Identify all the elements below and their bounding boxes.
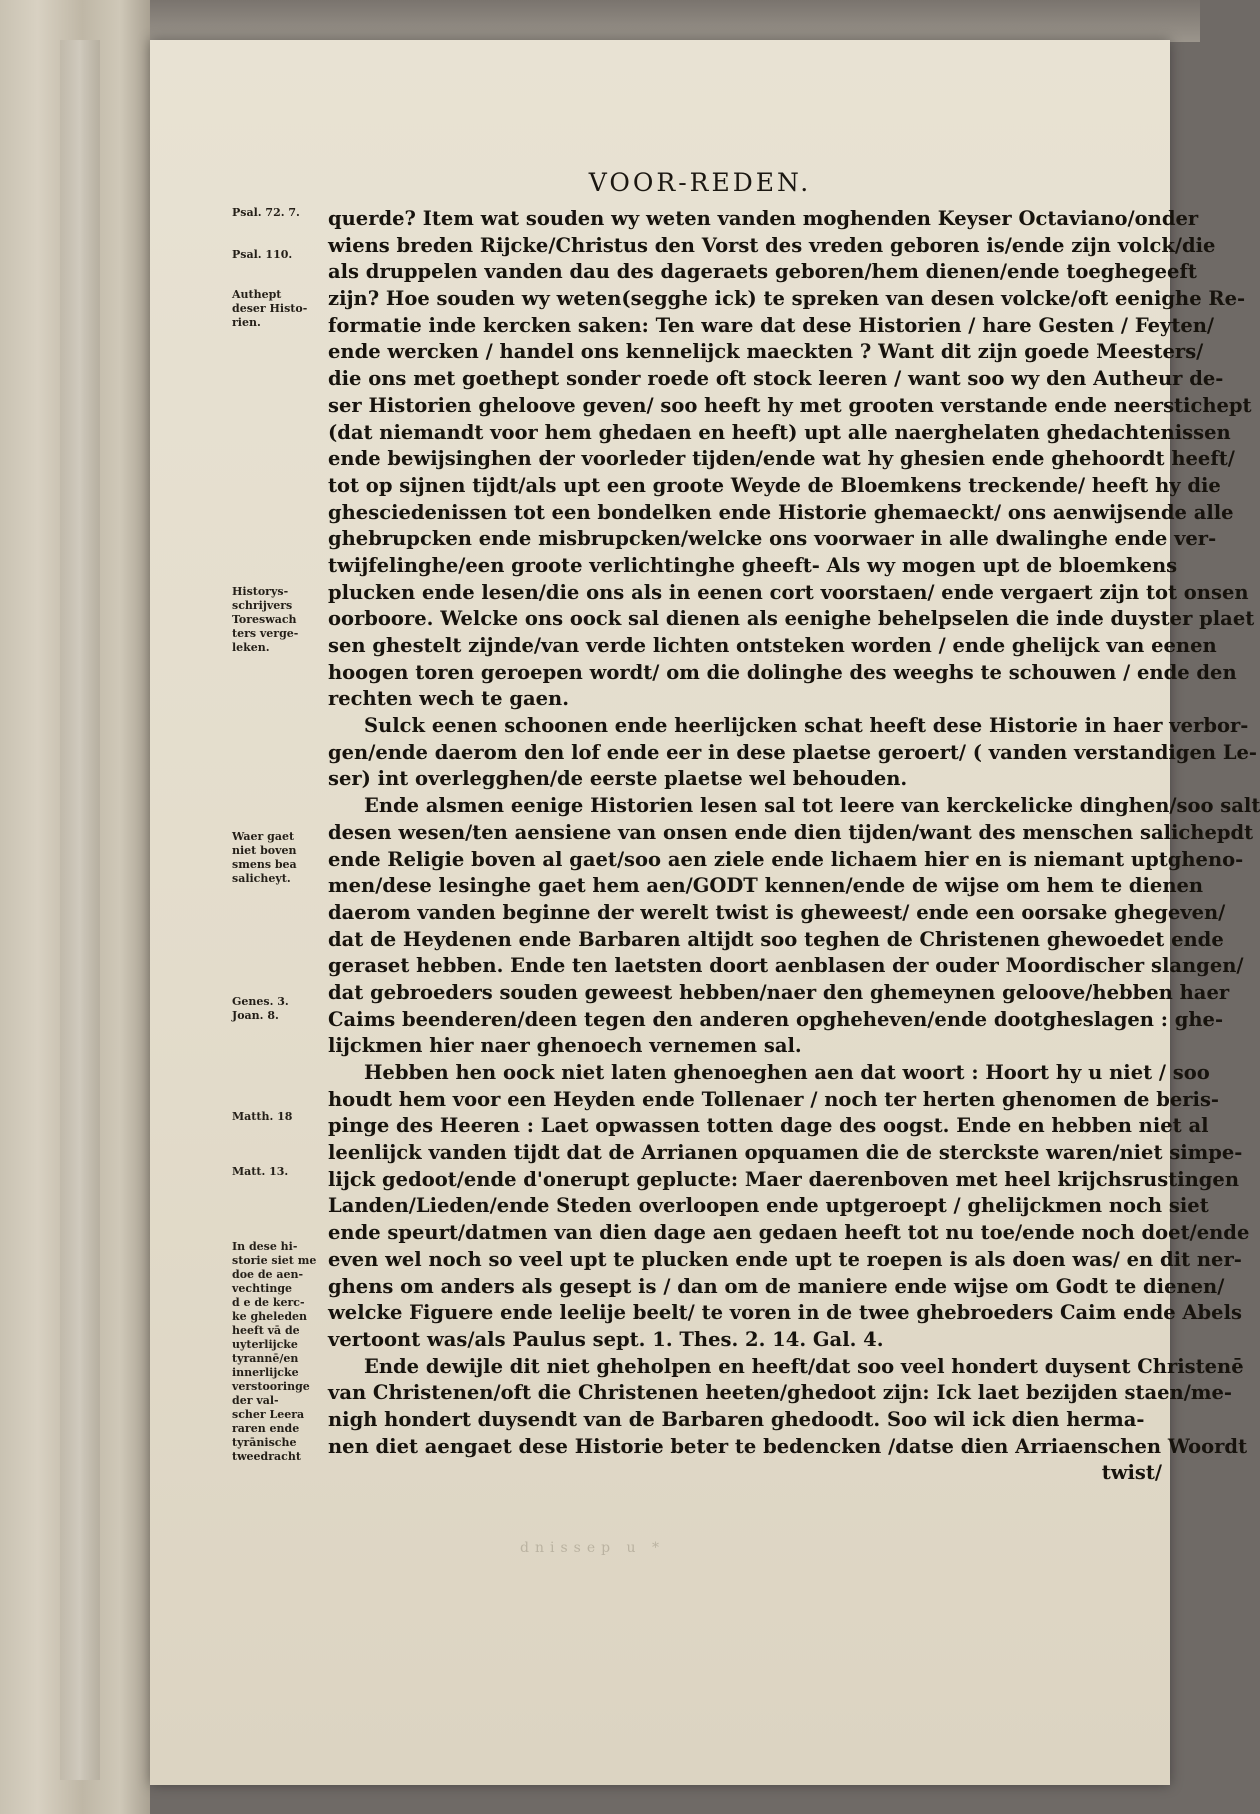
text-line: (dat niemandt voor hem ghedaen en heeft) upt alle naerghelaten ghedachtenissen — [328, 420, 1231, 444]
margin-note — [232, 830, 324, 886]
margin-note-line: In dese hi- — [232, 1240, 298, 1253]
text-line: ghebrupcken ende misbrupcken/welcke ons voorwaer in alle dwalinghe ende ver- — [328, 527, 1217, 551]
text-line: querde? Item wat souden wy weten vanden moghenden Keyser Octaviano/onder — [328, 207, 1199, 230]
text-line: welcke Figuere ende leelije beelt/ te voren in de twee ghebroeders Caim ende Abels — [328, 1301, 1242, 1325]
text-line: ende speurt/datmen van dien dage aen gedaen heeft tot nu toe/ende noch doet/ende — [328, 1221, 1250, 1245]
binding-edge — [60, 40, 100, 1780]
margin-note-line: Matth. 18 — [232, 1110, 293, 1123]
margin-note-line: Historys- — [232, 585, 289, 598]
text-line: twist/ — [1101, 1461, 1162, 1485]
margin-note-line: tyrannē/en — [232, 1352, 299, 1365]
margin-note-line: Genes. 3. — [232, 995, 289, 1008]
text-line: wiens breden Rijcke/Christus den Vorst des vreden geboren is/ende zijn volck/die — [328, 233, 1216, 257]
text-line: even wel noch so veel upt te plucken ende upt te roepen is als doen was/ en dit ner- — [328, 1247, 1242, 1271]
margin-note — [232, 1110, 324, 1124]
margin-note-line: scher Leera — [232, 1408, 305, 1421]
margin-note — [232, 1165, 324, 1179]
margin-note-line: smens bea — [232, 858, 297, 871]
margin-note-line: schrijvers — [232, 599, 293, 612]
margin-note-line: salicheyt. — [232, 872, 291, 885]
margin-note-line: storie siet me — [232, 1254, 317, 1267]
text-line: daerom vanden beginne der werelt twist is gheweest/ ende een oorsake ghegeven/ — [328, 900, 1226, 924]
margin-note-line: Toreswach — [232, 613, 297, 626]
margin-note-line: tyrānische — [232, 1436, 297, 1449]
text-line: als druppelen vanden dau des dageraets geboren/hem dienen/ende toeghegeeft — [328, 260, 1197, 284]
text-line: ghens om anders als gesept is / dan om de maniere ende wijse om Godt te dienen/ — [328, 1274, 1225, 1298]
scan-top-background — [150, 0, 1200, 42]
margin-note-line: ters verge- — [232, 627, 299, 640]
margin-note-line: Joan. 8. — [232, 1009, 279, 1022]
text-line: geraset hebben. Ende ten laetsten doort aenblasen der ouder Moordischer slangen/ — [328, 954, 1244, 978]
text-line: Hebben hen oock niet laten ghenoeghen aen dat woort : Hoort hy u niet / soo — [364, 1061, 1210, 1084]
text-line: men/dese lesinghe gaet hem aen/GODT kennen/ende de wijse om hem te dienen — [328, 874, 1204, 898]
margin-note — [232, 288, 324, 330]
margin-note-line: uyterlijcke — [232, 1338, 298, 1351]
text-line: hoogen toren geroepen wordt/ om die dolinghe des weeghs te schouwen / ende den — [328, 660, 1237, 684]
margin-note-line: ke gheleden — [232, 1310, 308, 1323]
text-line: ende Religie boven al gaet/soo aen ziele ende lichaem hier en is niemant uptgheno- — [328, 847, 1244, 871]
text-line: ende bewijsinghen der voorleder tijden/ende wat hy ghesien ende ghehoordt heeft/ — [328, 447, 1235, 471]
text-line: desen wesen/ten aensiene van onsen ende dien tijden/want des menschen salichepdt — [328, 820, 1254, 844]
margin-note-line: heeft vā de — [232, 1324, 300, 1337]
text-line: plucken ende lesen/die ons als in eenen cort voorstaen/ ende vergaert zijn tot onsen — [328, 580, 1249, 604]
margin-note — [232, 1240, 324, 1464]
margin-note-line: deser Histo- — [232, 302, 308, 315]
margin-note-line: der val- — [232, 1394, 279, 1407]
text-line: lijckmen hier naer ghenoech vernemen sal. — [328, 1034, 802, 1058]
margin-note — [232, 206, 324, 220]
text-line: die ons met goethept sonder roede oft stock leeren / want soo wy den Autheur de- — [328, 367, 1224, 391]
text-line: nen diet aengaet dese Historie beter te bedencken /datse dien Arriaenschen Woordt — [328, 1434, 1248, 1458]
margin-note — [232, 995, 324, 1023]
text-line: dat gebroeders souden geweest hebben/naer den ghemeynen geloove/hebben haer — [328, 980, 1230, 1004]
text-line: ghesciedenissen tot een bondelken ende Historie ghemaeckt/ ons aenwijsende alle — [328, 500, 1234, 524]
bleed-through-text: dnissep u * — [520, 1540, 665, 1556]
text-line: ende wercken / handel ons kennelijck maeckten ? Want dit zijn goede Meesters/ — [328, 340, 1204, 364]
text-line: leenlijck vanden tijdt dat de Arrianen opquamen die de sterckste waren/niet simpe- — [328, 1141, 1243, 1165]
text-line: dat de Heydenen ende Barbaren altijdt soo teghen de Christenen ghewoedet ende — [328, 927, 1224, 951]
margin-note-line: tweedracht — [232, 1450, 301, 1463]
text-line: pinge des Heeren : Laet opwassen totten dage des oogst. Ende en hebben niet al — [328, 1114, 1209, 1138]
text-line: lijck gedoot/ende d'onerupt geplucte: Maer daerenboven met heel krijchsrustingen — [328, 1167, 1239, 1191]
running-head: VOOR-REDEN. — [588, 168, 812, 197]
text-line: twijfelinghe/een groote verlichtinghe gheeft- Als wy mogen upt de bloemkens — [328, 553, 1178, 577]
margin-note — [232, 585, 324, 655]
text-line: vertoont was/als Paulus sept. 1. Thes. 2. 14. Gal. 4. — [328, 1327, 884, 1351]
book-binding — [0, 0, 150, 1814]
margin-note — [232, 248, 324, 262]
text-line: nigh hondert duysendt van de Barbaren ghedoodt. Soo wil ick dien herma- — [328, 1407, 1145, 1431]
margin-note-line: Psal. 110. — [232, 248, 293, 261]
margin-note-line: innerlijcke — [232, 1366, 299, 1379]
margin-note-line: Psal. 72. 7. — [232, 206, 300, 219]
body-text-block — [328, 206, 1260, 1487]
margin-note-line: Authept — [232, 288, 282, 301]
text-line: rechten wech te gaen. — [328, 687, 569, 711]
text-line: sen ghestelt zijnde/van verde lichten ontsteken worden / ende ghelijck van eenen — [328, 634, 1217, 657]
margin-note-line: d e de kerc- — [232, 1296, 305, 1309]
margin-note-line: raren ende — [232, 1422, 300, 1435]
text-line: tot op sijnen tijdt/als upt een groote Weyde de Bloemkens treckende/ heeft hy die — [328, 473, 1221, 497]
text-line: Ende dewijle dit niet gheholpen en heeft/dat soo veel hondert duysent Christenē — [364, 1354, 1244, 1378]
text-line: gen/ende daerom den lof ende eer in dese plaetse geroert/ ( vanden verstandigen Le- — [328, 740, 1258, 764]
text-line: oorboore. Welcke ons oock sal dienen als eenighe behelpselen die inde duyster plaet — [328, 607, 1255, 631]
text-line: formatie inde kercken saken: Ten ware dat dese Historien / hare Gesten / Feyten/ — [328, 313, 1215, 337]
margin-note-line: Matt. 13. — [232, 1165, 289, 1178]
margin-note-line: rien. — [232, 316, 261, 329]
text-line: zijn? Hoe souden wy weten(segghe ick) te spreken van desen volcke/oft eenighe Re- — [328, 287, 1246, 311]
margin-note-line: verstooringe — [232, 1380, 310, 1393]
margin-note-line: doe de aen- — [232, 1268, 304, 1281]
text-line: Landen/Lieden/ende Steden overloopen ende uptgeroept / ghelijckmen noch siet — [328, 1194, 1209, 1218]
text-line: Sulck eenen schoonen ende heerlijcken schat heeft dese Historie in haer verbor- — [364, 714, 1249, 738]
text-line: van Christenen/oft die Christenen heeten/ghedoot zijn: Ick laet bezijden staen/me- — [328, 1381, 1232, 1405]
text-line: ser) int overlegghen/de eerste plaetse wel behouden. — [328, 767, 908, 791]
margin-note-line: leken. — [232, 641, 270, 654]
text-line: Ende alsmen eenige Historien lesen sal tot leere van kerckelicke dinghen/soo salt — [364, 794, 1260, 818]
text-line: ser Historien gheloove geven/ soo heeft hy met grooten verstande ende neerstichept — [328, 393, 1252, 417]
text-line: houdt hem voor een Heyden ende Tollenaer / noch ter herten ghenomen de beris- — [328, 1087, 1220, 1111]
margin-note-line: niet boven — [232, 844, 297, 857]
text-line: Caims beenderen/deen tegen den anderen opgheheven/ende dootgheslagen : ghe- — [328, 1007, 1224, 1031]
margin-note-line: Waer gaet — [232, 830, 295, 843]
margin-note-line: vechtinge — [232, 1282, 293, 1295]
